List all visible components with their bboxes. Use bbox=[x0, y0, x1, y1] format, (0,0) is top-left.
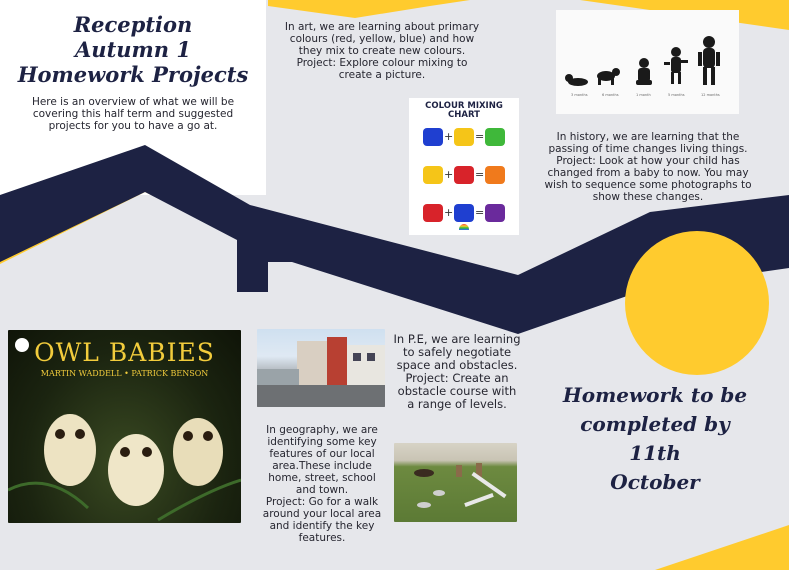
deadline-notice bbox=[556, 381, 754, 497]
growth-label-2: 6 months bbox=[602, 93, 619, 97]
deadline-line-1: Homework to be bbox=[562, 383, 748, 407]
plus-sign: + bbox=[444, 168, 454, 181]
geography-project: Project: Go for a walk around your local area and identify the key features. bbox=[262, 496, 382, 544]
growth-label-4: 5 months bbox=[668, 93, 685, 97]
history-text: In history, we are learning that the passing of time changes living things. bbox=[548, 131, 748, 155]
paint-blob-a bbox=[423, 128, 443, 146]
chart-title-line-1: COLOUR MIXING bbox=[425, 101, 503, 111]
paint-blob-a bbox=[423, 166, 443, 184]
title-line-3: Homework Projects bbox=[17, 62, 249, 87]
pe-section bbox=[393, 333, 521, 411]
street-buildings bbox=[257, 329, 385, 407]
owl-babies-book-cover bbox=[8, 330, 241, 523]
growth-label-5: 12 months bbox=[701, 93, 720, 97]
paint-blob-b bbox=[454, 128, 474, 146]
growth-label-1: 3 months bbox=[571, 93, 588, 97]
title-line-2: Autumn 1 bbox=[75, 37, 191, 62]
paint-blob-result bbox=[485, 166, 505, 184]
colour-mixing-chart bbox=[409, 98, 519, 235]
paint-blob-a bbox=[423, 204, 443, 222]
owl-illustration bbox=[8, 330, 241, 523]
history-section bbox=[542, 131, 754, 203]
page-title bbox=[8, 12, 258, 87]
growth-label-3: 1 month bbox=[636, 93, 651, 97]
deadline-line-2: completed by 11th bbox=[580, 412, 730, 465]
paint-blob-result bbox=[485, 204, 505, 222]
pe-project: Project: Create an obstacle course with a range of levels. bbox=[397, 371, 517, 411]
intro-text: Here is an overview of what we will be covering this half term and suggested projects for you to have a go at. bbox=[31, 96, 235, 132]
top-yellow-stripe bbox=[268, 0, 470, 18]
obstacle-course-photo bbox=[394, 443, 517, 522]
growth-silhouettes bbox=[556, 10, 739, 114]
bottom-right-yellow-stripe bbox=[655, 525, 789, 570]
paint-blob-b bbox=[454, 166, 474, 184]
child-growth-image bbox=[556, 10, 739, 114]
geography-section bbox=[258, 424, 386, 544]
chart-title-line-2: CHART bbox=[448, 110, 480, 120]
book-title: OWL BABIES bbox=[34, 338, 215, 367]
rainbow-icon bbox=[459, 224, 469, 230]
art-text: In art, we are learning about primary colours (red, yellow, blue) and how they mix to create new colours. bbox=[284, 21, 480, 57]
paint-blob-result bbox=[485, 128, 505, 146]
chart-title bbox=[409, 102, 519, 120]
equals-sign: = bbox=[475, 130, 485, 143]
book-authors: MARTIN WADDELL • PATRICK BENSON bbox=[40, 369, 209, 378]
history-project: Project: Look at how your child has changed from a baby to now. You may wish to sequence some photographs to show these changes. bbox=[544, 155, 752, 203]
geography-text: In geography, we are identifying some key features of our local area.These include home, street, school and town. bbox=[266, 424, 378, 496]
obstacle-items bbox=[394, 443, 517, 522]
plus-sign: + bbox=[444, 130, 454, 143]
local-street-photo bbox=[257, 329, 385, 407]
plus-sign: + bbox=[444, 206, 454, 219]
title-line-1: Reception bbox=[73, 12, 193, 37]
art-project: Project: Explore colour mixing to create a picture. bbox=[296, 57, 468, 81]
equals-sign: = bbox=[475, 206, 485, 219]
yellow-sun-circle bbox=[625, 231, 769, 375]
art-section bbox=[282, 21, 482, 81]
paint-blob-b bbox=[454, 204, 474, 222]
equals-sign: = bbox=[475, 168, 485, 181]
deadline-line-3: October bbox=[610, 470, 700, 494]
pe-text: In P.E, we are learning to safely negotiate space and obstacles. bbox=[393, 332, 521, 372]
